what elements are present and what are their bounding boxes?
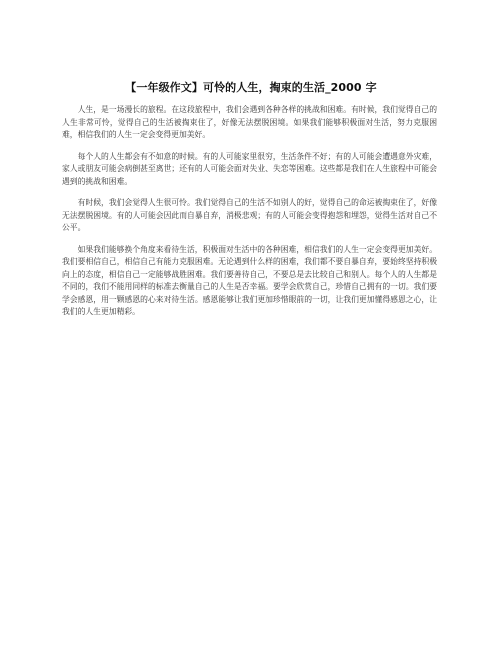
paragraph-1: 人生，是一场漫长的旅程。在这段旅程中，我们会遇到各种各样的挑战和困难。有时候，我们觉得自己的人生非常可怜，觉得自己的生活被掏束住了，好像无法摆脱困境。如果我们能够积极面对生活，努力克服困难，相信我们的人生一定会变得更加美好。 (62, 105, 437, 139)
paragraph-2: 每个人的人生都会有不如意的时候。有的人可能家里很穷，生活条件不好；有的人可能会遭遇意外灾难，家人或朋友可能会病倒甚至离世；还有的人可能会面对失业、失恋等困难。这些都是我们在人生旅程中可能会遇到的挑战和困难。 (62, 151, 437, 186)
paragraph-4: 如果我们能够换个角度来看待生活，积极面对生活中的各种困难，相信我们的人生一定会变得更加美好。我们要相信自己，相信自己有能力克服困难。无论遇到什么样的困难，我们都不要自暴自弃，要始终坚持积极向上的态度，相信自己一定能够战胜困难。我们要善待自己，不要总是去比较自己和别人。每个人的人生都是不同的，我们不能用同样的标准去衡量自己的人生是否幸福。要学会欣赏自己，珍惜自己拥有的一切。我们要学会感恩，用一颗感恩的心来对待生活。感恩能够让我们更加珍惜眼前的一切，让我们更加懂得感恩之心，让我们的人生更加精彩。 (62, 244, 437, 316)
document-body (62, 104, 437, 328)
paragraph-3: 有时候，我们会觉得人生很可怜。我们觉得自己的生活不如别人的好，觉得自己的命运被掏束住了，好像无法摆脱困境。有的人可能会因此而自暴自弃，消极悲观；有的人可能会变得抱怨和埋怨，觉得生活对自己不公平。 (62, 198, 437, 232)
document-title: 【一年级作文】可怜的人生，掏束的生活_2000 字 (125, 81, 377, 94)
